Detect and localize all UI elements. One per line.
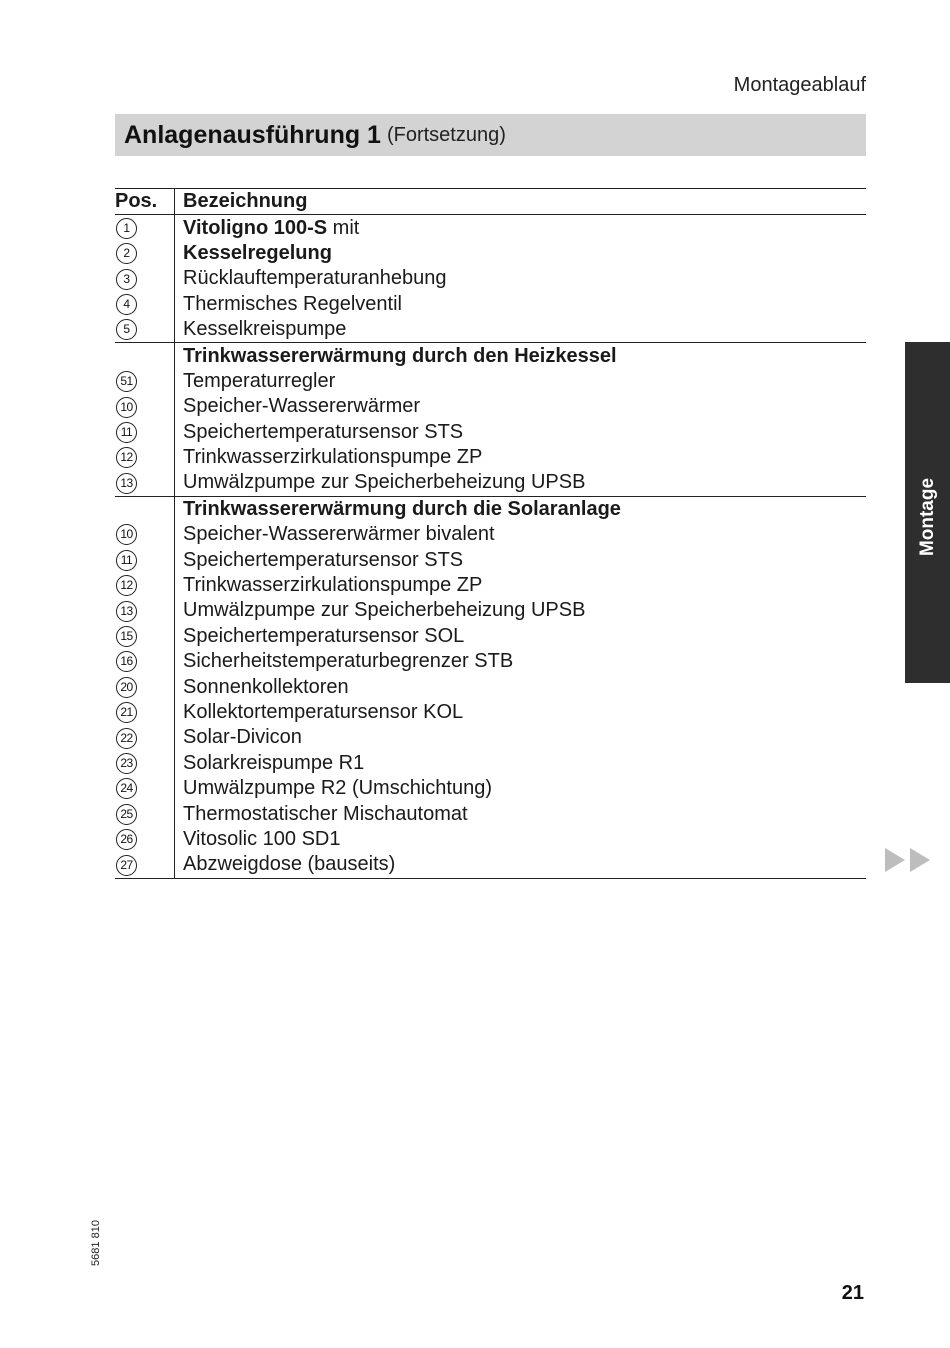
position-number-badge: 11 [116, 550, 137, 571]
description-cell [175, 598, 867, 623]
position-number-badge: 15 [116, 626, 137, 647]
description-cell [175, 266, 867, 291]
position-number-badge: 10 [116, 524, 137, 545]
description-cell [175, 573, 867, 598]
table-row [115, 522, 866, 547]
description-text: Umwälzpumpe R2 (Umschichtung) [183, 777, 492, 800]
description-cell [175, 496, 867, 522]
description-text: Vitosolic 100 SD1 [183, 827, 341, 850]
description-cell [175, 827, 867, 852]
table-row [115, 496, 866, 522]
description-cell [175, 751, 867, 776]
description-cell [175, 801, 867, 826]
position-number-badge: 13 [116, 473, 137, 494]
description-text: Speicher-Wassererwärmer [183, 395, 421, 418]
table-row [115, 624, 866, 649]
section-heading: Trinkwassererwärmung durch den Heizkessel [183, 344, 617, 367]
position-number-badge: 16 [116, 651, 137, 672]
description-text: Temperaturregler [183, 369, 336, 392]
description-text: Kollektortemperatursensor KOL [183, 701, 464, 723]
table-row [115, 751, 866, 776]
position-cell [115, 215, 175, 241]
position-number-badge: 10 [116, 397, 137, 418]
position-number-badge: 25 [116, 804, 137, 825]
section-label: Montageablauf [733, 74, 866, 96]
position-cell [115, 801, 175, 826]
position-cell [115, 598, 175, 623]
description-text: Umwälzpumpe zur Speicherbeheizung UPSB [183, 471, 586, 494]
description-text: Speichertemperatursensor STS [183, 420, 464, 443]
table-row [115, 827, 866, 852]
position-cell [115, 470, 175, 496]
position-number-badge: 51 [116, 371, 137, 392]
description-cell [175, 369, 867, 394]
table-row [115, 317, 866, 343]
description-text: Trinkwasserzirkulationspumpe ZP [183, 446, 483, 469]
position-cell [115, 496, 175, 522]
position-number-badge: 23 [116, 753, 137, 774]
double-triangle-right-icon [885, 848, 932, 872]
table-row [115, 852, 866, 878]
column-header-description: Bezeichnung [175, 189, 867, 215]
position-cell [115, 624, 175, 649]
table-row [115, 241, 866, 266]
description-text: Kesselkreispumpe [183, 318, 347, 341]
description-cell [175, 725, 867, 750]
description-cell [175, 852, 867, 878]
table-row [115, 292, 866, 317]
position-number-badge: 20 [116, 677, 137, 698]
section-heading: Trinkwassererwärmung durch die Solaranlage [183, 497, 621, 520]
description-cell [175, 292, 867, 317]
description-cell [175, 241, 867, 266]
description-suffix: mit [327, 216, 360, 239]
description-text: Sonnenkollektoren [183, 675, 349, 698]
parts-table-body [115, 215, 866, 878]
description-text: Vitoligno 100-S [183, 216, 328, 239]
position-number-badge: 2 [116, 243, 137, 264]
position-number-badge: 1 [116, 218, 137, 239]
description-text: Solar-Divicon [183, 726, 302, 749]
description-cell [175, 776, 867, 801]
description-text: Speichertemperatursensor SOL [183, 624, 465, 647]
table-row [115, 215, 866, 241]
description-text: Thermostatischer Mischautomat [183, 802, 468, 825]
description-cell [175, 317, 867, 343]
position-number-badge: 4 [116, 294, 137, 315]
position-cell [115, 420, 175, 445]
description-text: Speicher-Wassererwärmer bivalent [183, 523, 495, 546]
description-cell [175, 394, 867, 419]
position-cell [115, 547, 175, 572]
table-row [115, 547, 866, 572]
table-row [115, 369, 866, 394]
position-number-badge: 26 [116, 829, 137, 850]
position-number-badge: 11 [116, 422, 137, 443]
page-title: Anlagenausführung 1 [124, 120, 381, 149]
position-cell [115, 573, 175, 598]
description-text: Umwälzpumpe zur Speicherbeheizung UPSB [183, 599, 586, 622]
position-cell [115, 241, 175, 266]
description-text: Sicherheitstemperaturbegrenzer STB [183, 650, 514, 673]
position-number-badge: 24 [116, 778, 137, 799]
table-row [115, 445, 866, 470]
description-text: Solarkreispumpe R1 [183, 751, 365, 774]
position-number-badge: 27 [116, 855, 137, 876]
position-number-badge: 5 [116, 319, 137, 340]
position-cell [115, 725, 175, 750]
table-row [115, 343, 866, 369]
description-text: Abzweigdose (bauseits) [183, 853, 396, 876]
position-cell [115, 369, 175, 394]
position-number-badge: 13 [116, 601, 137, 622]
position-number-badge: 22 [116, 728, 137, 749]
table-row [115, 674, 866, 699]
position-cell [115, 266, 175, 291]
position-number-badge: 21 [116, 702, 137, 723]
table-row [115, 700, 866, 725]
table-row [115, 649, 866, 674]
position-cell [115, 394, 175, 419]
parts-table [115, 188, 866, 879]
description-cell [175, 343, 867, 369]
description-cell [175, 674, 867, 699]
column-header-pos: Pos. [115, 189, 175, 215]
description-cell [175, 700, 867, 725]
page-number: 21 [841, 1282, 864, 1304]
position-cell [115, 674, 175, 699]
position-number-badge: 3 [116, 269, 137, 290]
position-cell [115, 776, 175, 801]
description-cell [175, 420, 867, 445]
table-row [115, 394, 866, 419]
table-row [115, 266, 866, 291]
position-cell [115, 700, 175, 725]
table-row [115, 420, 866, 445]
table-row [115, 598, 866, 623]
position-cell [115, 317, 175, 343]
side-tab-label: Montage [916, 477, 938, 557]
position-cell [115, 292, 175, 317]
position-cell [115, 827, 175, 852]
title-bar [115, 114, 866, 156]
description-text: Thermisches Regelventil [183, 292, 402, 315]
position-cell [115, 649, 175, 674]
table-row [115, 573, 866, 598]
description-cell [175, 624, 867, 649]
table-header-row [115, 189, 866, 215]
page-subtitle: (Fortsetzung) [386, 123, 506, 146]
description-cell [175, 215, 867, 241]
position-cell [115, 522, 175, 547]
table-row [115, 776, 866, 801]
description-cell [175, 547, 867, 572]
table-row [115, 801, 866, 826]
position-number-badge: 12 [116, 447, 137, 468]
description-cell [175, 522, 867, 547]
description-text: Speichertemperatursensor STS [183, 548, 464, 571]
side-tab [905, 342, 950, 683]
position-cell [115, 343, 175, 369]
description-text: Kesselregelung [183, 241, 332, 264]
table-row [115, 725, 866, 750]
description-cell [175, 445, 867, 470]
description-text: Rücklauftemperaturanhebung [183, 267, 447, 290]
description-cell [175, 470, 867, 496]
description-cell [175, 649, 867, 674]
document-number: 5681 810 [90, 1220, 102, 1266]
position-cell [115, 751, 175, 776]
description-text: Trinkwasserzirkulationspumpe ZP [183, 574, 483, 597]
table-row [115, 470, 866, 496]
position-cell [115, 852, 175, 878]
position-cell [115, 445, 175, 470]
position-number-badge: 12 [116, 575, 137, 596]
